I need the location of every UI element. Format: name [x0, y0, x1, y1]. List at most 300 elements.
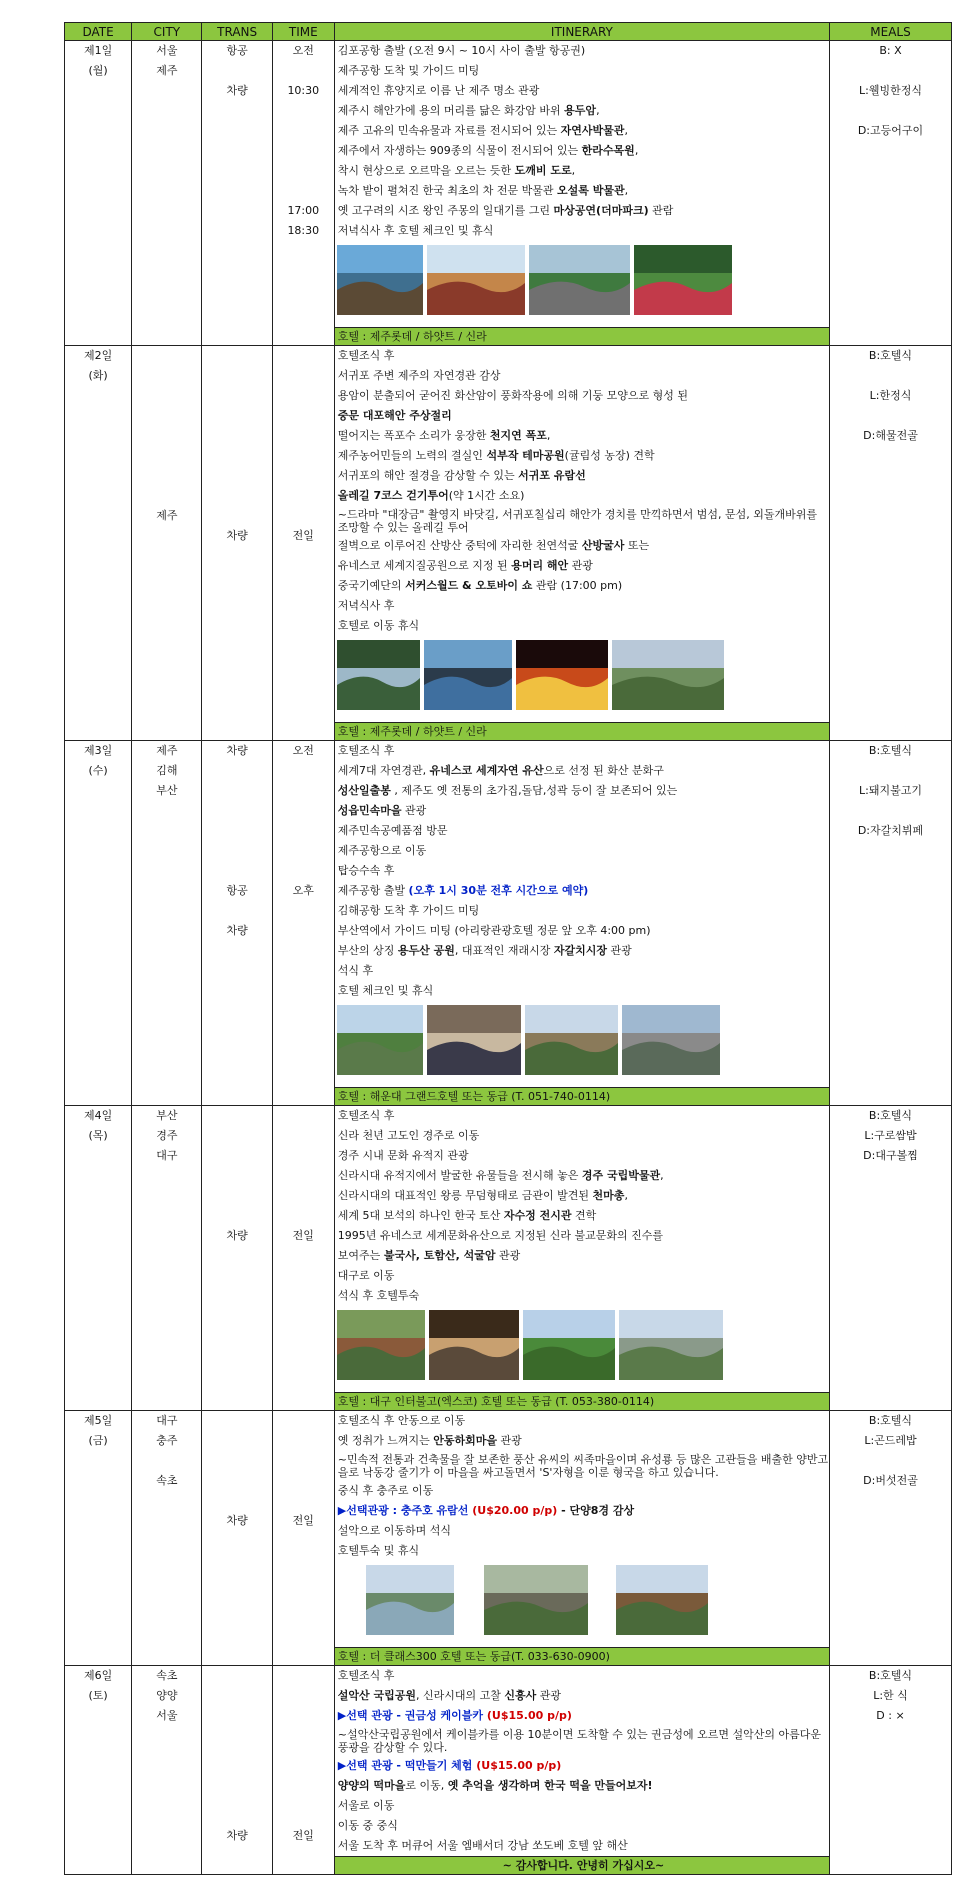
highlight-text: 용두암	[564, 104, 597, 117]
time-text: 10:30	[287, 84, 320, 97]
time-text	[273, 121, 334, 141]
highlight-text: 자수정 전시관	[503, 1209, 572, 1222]
itinerary-line	[335, 221, 829, 241]
line-text: 중국기예단의	[337, 579, 406, 592]
time-text: 오전	[292, 744, 314, 757]
meal-text	[830, 761, 951, 781]
itinerary-line	[335, 1756, 829, 1776]
date-text: (금)	[88, 1434, 108, 1447]
meal-text: D : ×	[876, 1709, 905, 1722]
line-text: 저녁식사 후 호텔 체크인 및 휴식	[337, 224, 494, 237]
itinerary-line	[335, 81, 829, 101]
highlight-text: 석부작 테마공원	[486, 449, 565, 462]
highlight-text: 천지연 폭포	[489, 429, 547, 442]
line-text: 제주에서 자생하는 909종의 식물이 전시되어 있는	[337, 144, 582, 157]
highlight-text: 올레길 7코스 걷기투어	[337, 489, 449, 502]
time-text	[273, 426, 334, 446]
itinerary-line	[335, 466, 829, 486]
meals-cell	[829, 1106, 951, 1411]
option-text: (U$15.00 p/p)	[486, 1709, 572, 1722]
city-text	[132, 486, 201, 506]
hotel-info: 호텔 : 해운대 그랜드호텔 또는 동급 (T. 051-740-0114)	[335, 1087, 829, 1105]
hotel-info: 호텔 : 대구 인터불고(엑스코) 호텔 또는 동급 (T. 053-380-0114)	[335, 1392, 829, 1410]
line-text: 용암이 분출되어 굳어진 화산암이 풍화작용에 의해 기둥 모양으로 형성 된	[337, 389, 689, 402]
time-text: 전일	[292, 1514, 314, 1527]
time-text	[273, 1491, 334, 1511]
itinerary-line	[335, 1706, 829, 1726]
itinerary-line	[335, 1166, 829, 1186]
line-text: 세계7대 자연경관,	[337, 764, 430, 777]
time-text	[273, 1146, 334, 1166]
line-text: 세계 5대 보석의 하나인 한국 토산	[337, 1209, 504, 1222]
time-text	[273, 861, 334, 881]
time-text	[273, 781, 334, 801]
time-text	[273, 1126, 334, 1146]
line-text: 탑승수속 후	[337, 864, 395, 877]
city-text	[132, 406, 201, 426]
line-text: 호텔 체크인 및 휴식	[337, 984, 434, 997]
itinerary-cell	[334, 1666, 829, 1875]
bulguksa-temple-photo	[337, 1310, 425, 1380]
time-text	[273, 506, 334, 526]
trans-text	[202, 1186, 271, 1206]
trans-text	[202, 1806, 271, 1826]
time-cell	[272, 1411, 334, 1666]
time-text: 전일	[292, 529, 314, 542]
highlight-text: 자연사박물관	[560, 124, 625, 137]
time-text	[273, 761, 334, 781]
trans-text	[202, 1726, 271, 1746]
day-row	[65, 41, 952, 346]
line-text: ~설악산국립공원에서 케이블카를 이용 10분이면 도착할 수 있는 권금성에 오르면 설악산의 아름다운 풍광을 감상할 수 있다.	[337, 1728, 822, 1754]
itinerary-line	[335, 1411, 829, 1431]
trans-text	[202, 841, 271, 861]
meal-text: D:자갈치뷔페	[857, 824, 924, 837]
trans-text	[202, 1491, 271, 1511]
trans-text	[202, 781, 271, 801]
city-text: 대구	[156, 1414, 178, 1427]
itinerary-line	[335, 901, 829, 921]
trans-text	[202, 821, 271, 841]
line-text: 호텔조식 후 안동으로 이동	[337, 1414, 466, 1427]
photo-strip	[335, 241, 829, 327]
time-text	[273, 386, 334, 406]
line-text: 녹차 밭이 펼쳐진 한국 최초의 차 전문 박물관	[337, 184, 558, 197]
cheonmachong-tomb-photo	[523, 1310, 615, 1380]
seongeup-village-photo	[525, 1005, 618, 1075]
meal-text	[830, 406, 951, 426]
trans-text	[202, 1411, 271, 1431]
day-row	[65, 1106, 952, 1411]
trans-text	[202, 1431, 271, 1451]
header-meals: MEALS	[829, 23, 951, 41]
trans-cell	[202, 346, 272, 741]
trans-text: 차량	[226, 744, 248, 757]
trans-text: 차량	[226, 529, 248, 542]
meal-text: L:구로쌈밥	[864, 1129, 917, 1142]
city-text	[132, 366, 201, 386]
city-text: 제주	[156, 744, 178, 757]
line-text: 관광	[495, 1249, 521, 1262]
itinerary-line	[335, 861, 829, 881]
itinerary-line	[335, 1286, 829, 1306]
line-text: 관광	[401, 804, 427, 817]
meal-text: L:돼지불고기	[859, 784, 922, 797]
photo-strip	[335, 1561, 829, 1647]
trans-text: 차량	[226, 1229, 248, 1242]
itinerary-line	[335, 1521, 829, 1541]
header-city: CITY	[132, 23, 202, 41]
itinerary-line	[335, 506, 829, 536]
itinerary-line	[335, 821, 829, 841]
trans-text: 차량	[226, 1829, 248, 1842]
itinerary-line	[335, 1541, 829, 1561]
meal-text	[830, 366, 951, 386]
time-text	[273, 1411, 334, 1431]
date-cell	[65, 346, 132, 741]
city-text	[132, 346, 201, 366]
itinerary-line	[335, 596, 829, 616]
trans-text	[202, 1166, 271, 1186]
header-date: DATE	[65, 23, 132, 41]
photo-strip	[335, 636, 829, 722]
city-text: 서울	[156, 44, 178, 57]
option-text: (U$15.00 p/p)	[476, 1759, 562, 1772]
arboretum-photo	[634, 245, 732, 315]
hanok-house-photo	[616, 1565, 708, 1635]
hotel-info: 호텔 : 제주롯데 / 하얏트 / 신라	[335, 722, 829, 740]
line-text: 석식 후	[337, 964, 374, 977]
line-text: 중식 후 충주로 이동	[337, 1484, 434, 1497]
highlight-text: 안동하회마을	[433, 1434, 498, 1447]
mystery-road-photo	[529, 245, 630, 315]
highlight-text: 천마총	[592, 1189, 625, 1202]
itinerary-line	[335, 981, 829, 1001]
line-text: 또는	[624, 539, 650, 552]
date-text: 제2일	[83, 349, 113, 362]
line-text: 제주공항 도착 및 가이드 미팅	[337, 64, 480, 77]
line-text: 절벽으로 이루어진 산방산 중턱에 자리한 천연석굴	[337, 539, 582, 552]
photo-strip	[335, 1001, 829, 1087]
line-text: 호텔로 이동 휴식	[337, 619, 420, 632]
city-text: 속초	[156, 1669, 178, 1682]
line-text: ,	[596, 104, 600, 117]
line-text: 신라시대 유적지에서 발굴한 유물들을 전시해 놓은	[337, 1169, 582, 1182]
highlight-text: 서귀포 유람선	[518, 469, 586, 482]
line-text: 옛 정취가 느껴지는	[337, 1434, 434, 1447]
line-text: , 제주도 옛 전통의 초가집,돌담,성곽 등이 잘 보존되어 있는	[390, 784, 678, 797]
itinerary-line	[335, 1666, 829, 1686]
line-text: 서울 도착 후 머큐어 서울 엠배서더 강남 쏘도베 호텔 앞 해산	[337, 1839, 628, 1852]
trans-text	[202, 1766, 271, 1786]
itinerary-line	[335, 961, 829, 981]
line-text: 호텔조식 후	[337, 1669, 395, 1682]
time-text	[273, 141, 334, 161]
time-text	[273, 1206, 334, 1226]
line-text: ,	[660, 1169, 664, 1182]
itinerary-line	[335, 201, 829, 221]
option-text: ▶선택 관광 - 떡만들기 체험	[337, 1759, 477, 1772]
time-text	[273, 446, 334, 466]
time-text	[273, 1806, 334, 1826]
city-text: 부산	[156, 1109, 178, 1122]
highlight-text: 한라수목원	[581, 144, 635, 157]
itinerary-line	[335, 1481, 829, 1501]
jagalchi-market-photo	[427, 1005, 521, 1075]
line-text: 관광	[497, 1434, 522, 1447]
trans-text	[202, 346, 271, 366]
line-text: ,	[624, 1189, 628, 1202]
line-text: ,	[571, 164, 576, 177]
line-text: 제주민속공예품점 방문	[337, 824, 448, 837]
date-cell	[65, 41, 132, 346]
time-text	[273, 1451, 334, 1471]
meal-text: D:해물전골	[863, 429, 918, 442]
meal-text: L:곤드레밥	[864, 1434, 917, 1447]
time-text	[273, 801, 334, 821]
trans-text: 차량	[226, 84, 248, 97]
itinerary-line	[335, 576, 829, 596]
itinerary-line	[335, 426, 829, 446]
trans-text	[202, 1206, 271, 1226]
date-text: 제3일	[83, 744, 113, 757]
highlight-text: 불국사, 토함산, 석굴암	[383, 1249, 496, 1262]
line-text: 부산의 상징	[337, 944, 398, 957]
day-row	[65, 741, 952, 1106]
itinerary-line	[335, 1106, 829, 1126]
line-text: 호텔투숙 및 휴식	[337, 1544, 420, 1557]
itinerary-line	[335, 781, 829, 801]
olle-trail-photo	[612, 640, 724, 710]
city-text: 부산	[156, 784, 178, 797]
highlight-text: - 단양8경 감상	[557, 1504, 635, 1517]
highlight-text: 옛 추억을 생각하며 한국 떡을 만들어보자!	[447, 1779, 653, 1792]
highlight-text: 산방굴사	[581, 539, 625, 552]
itinerary-line	[335, 1816, 829, 1836]
hotel-info: 호텔 : 제주롯데 / 하얏트 / 신라	[335, 327, 829, 345]
photo-strip	[335, 1306, 829, 1392]
meal-text: B:호텔식	[868, 1669, 913, 1682]
line-text: 대구로 이동	[337, 1269, 395, 1282]
highlight-text: 성읍민속마을	[337, 804, 402, 817]
line-text: , 신라시대의 고찰	[416, 1689, 505, 1702]
line-text: 호텔조식 후	[337, 744, 395, 757]
city-text	[132, 466, 201, 486]
meals-cell	[829, 41, 951, 346]
line-text: 김해공항 도착 후 가이드 미팅	[337, 904, 480, 917]
line-text: 설악으로 이동하며 석식	[337, 1524, 452, 1537]
itinerary-line	[335, 1146, 829, 1166]
itinerary-line	[335, 446, 829, 466]
day-row	[65, 1666, 952, 1875]
time-text	[273, 1686, 334, 1706]
line-text: 석식 후 호텔투숙	[337, 1289, 420, 1302]
line-text: 관람 (17:00 pm)	[532, 579, 623, 592]
trans-text	[202, 506, 271, 526]
itinerary-line	[335, 41, 829, 61]
itinerary-cell	[334, 741, 829, 1106]
trans-cell	[202, 1666, 272, 1875]
time-text: 전일	[292, 1829, 314, 1842]
circus-show-photo	[516, 640, 608, 710]
meal-text: B:호텔식	[868, 349, 913, 362]
line-text: 경주 시내 문화 유적지 관광	[337, 1149, 469, 1162]
line-text: 서울로 이동	[337, 1799, 395, 1812]
time-text	[273, 1166, 334, 1186]
line-text: , 대표적인 재래시장	[454, 944, 554, 957]
time-text	[273, 161, 334, 181]
itinerary-line	[335, 881, 829, 901]
trans-text	[202, 1786, 271, 1806]
day-row	[65, 346, 952, 741]
itinerary-line	[335, 1501, 829, 1521]
meals-cell	[829, 1411, 951, 1666]
city-text: 양양	[156, 1689, 178, 1702]
highlight-text: 자갈치시장	[553, 944, 608, 957]
itinerary-line	[335, 1451, 829, 1481]
line-text: 제주농어민들의 노력의 결실인	[337, 449, 487, 462]
city-text	[132, 1451, 201, 1471]
time-cell	[272, 741, 334, 1106]
trans-text	[202, 1666, 271, 1686]
farewell-banner: ~ 감사합니다. 안녕히 가십시오~	[335, 1856, 829, 1874]
trans-text	[202, 1706, 271, 1726]
line-text: ~드라마 "대장금" 촬영지 바닷길, 서귀포칠십리 해안가 경치를 만끽하면서 범섬, 문섬, 외돌개바위를 조망할 수 있는 올레길 투어	[337, 508, 817, 534]
line-text: ~민속적 전통과 건축물을 잘 보존한 풍산 유씨의 씨족마을이며 유성룡 등 많은 고관들을 배출한 양반고을로 낙동강 줄기가 이 마을을 싸고돌면서 'S'자형을 이룬 형국을 하고 있습니다.	[337, 1453, 829, 1479]
gyeongju-museum-photo	[619, 1310, 723, 1380]
highlight-text: 유네스코 세계자연 유산	[429, 764, 544, 777]
itinerary-line	[335, 406, 829, 426]
time-text	[273, 1186, 334, 1206]
meal-text	[830, 801, 951, 821]
header-time: TIME	[272, 23, 334, 41]
city-text: 제주	[156, 64, 178, 77]
itinerary-line	[335, 616, 829, 636]
line-text: 부산역에서 가이드 미팅 (아리랑관광호텔 정문 앞 오후 4:00 pm)	[337, 924, 651, 937]
busan-city-photo	[622, 1005, 720, 1075]
city-cell	[132, 1411, 202, 1666]
line-text: 서귀포의 해안 절경을 감상할 수 있는	[337, 469, 519, 482]
seokguram-buddha-photo	[429, 1310, 519, 1380]
line-text: (귤림성 농장) 견학	[564, 449, 655, 462]
time-text	[273, 1726, 334, 1746]
time-text	[273, 181, 334, 201]
date-text: 제4일	[83, 1109, 113, 1122]
city-cell	[132, 41, 202, 346]
line-text: 저녁식사 후	[337, 599, 395, 612]
option-text: ▶선택 관광 - 권금성 케이블카	[337, 1709, 487, 1722]
meal-text: D:고등어구이	[857, 124, 924, 137]
seongsan-ilchulbong-photo	[337, 1005, 423, 1075]
meal-text: L:한정식	[869, 389, 912, 402]
trans-text	[202, 406, 271, 426]
itinerary-line	[335, 1226, 829, 1246]
itinerary-line	[335, 556, 829, 576]
line-text: 관광	[536, 1689, 562, 1702]
line-text: 1995년 유네스코 세계문화유산으로 지정된 신라 불교문화의 진수를	[337, 1229, 664, 1242]
trans-text	[202, 1146, 271, 1166]
line-text: 유네스코 세계지질공원으로 지정 된	[337, 559, 512, 572]
time-text	[273, 366, 334, 386]
line-text: 옛 고구려의 시조 왕인 주몽의 일대기를 그린	[337, 204, 554, 217]
itinerary-line	[335, 1776, 829, 1796]
meal-text: B:호텔식	[868, 1109, 913, 1122]
line-text: 관광	[568, 559, 593, 572]
date-text: (토)	[88, 1689, 108, 1702]
line-text: 견학	[571, 1209, 597, 1222]
itinerary-line	[335, 1686, 829, 1706]
trans-text: 항공	[226, 44, 248, 57]
time-text	[273, 1106, 334, 1126]
trans-text	[202, 446, 271, 466]
time-text	[273, 1746, 334, 1766]
meals-cell	[829, 741, 951, 1106]
itinerary-table	[64, 22, 952, 1875]
yongduam-rock-photo	[337, 245, 423, 315]
meal-text: B: X	[879, 44, 902, 57]
itinerary-line	[335, 1431, 829, 1451]
time-text: 18:30	[287, 224, 320, 237]
itinerary-line	[335, 1266, 829, 1286]
time-text	[273, 1666, 334, 1686]
itinerary-cell	[334, 346, 829, 741]
option-text: (오후 1시 30분 전후 시간으로 예약)	[408, 884, 589, 897]
city-text	[132, 446, 201, 466]
highlight-text: 도깨비 도로	[514, 164, 572, 177]
itinerary-line	[335, 486, 829, 506]
time-text: 17:00	[287, 204, 320, 217]
trans-text: 항공	[226, 884, 248, 897]
date-text: 제6일	[83, 1669, 113, 1682]
trans-text	[202, 861, 271, 881]
itinerary-cell	[334, 1411, 829, 1666]
itinerary-line	[335, 366, 829, 386]
trans-text	[202, 1686, 271, 1706]
itinerary-cell	[334, 1106, 829, 1411]
date-cell	[65, 1666, 132, 1875]
city-text: 제주	[156, 509, 178, 522]
itinerary-line	[335, 1206, 829, 1226]
trans-text	[202, 1471, 271, 1491]
line-text: 제주시 해안가에 용의 머리를 닮은 화강암 바위	[337, 104, 565, 117]
time-text	[273, 1786, 334, 1806]
trans-text	[202, 366, 271, 386]
city-cell	[132, 741, 202, 1106]
date-text: (수)	[88, 764, 108, 777]
header-trans: TRANS	[202, 23, 272, 41]
meal-text: L:웰빙한정식	[859, 84, 922, 97]
highlight-text: 신흥사	[504, 1689, 537, 1702]
city-cell	[132, 1666, 202, 1875]
hotel-info: 호텔 : 더 클래스300 호텔 또는 동급(T. 033-630-0900)	[335, 1647, 829, 1665]
meal-text: D:대구볼찜	[863, 1149, 918, 1162]
itinerary-line	[335, 1726, 829, 1756]
trans-text: 차량	[226, 924, 248, 937]
city-text: 서울	[156, 1709, 178, 1722]
date-cell	[65, 1411, 132, 1666]
line-text: (약 1시간 소요)	[448, 489, 525, 502]
city-text: 김해	[156, 764, 178, 777]
date-text: (월)	[88, 64, 108, 77]
trans-text	[202, 386, 271, 406]
line-text: 착시 현상으로 오르막을 오르는 듯한	[337, 164, 515, 177]
line-text: 제주 고유의 민속유물과 자료를 전시되어 있는	[337, 124, 561, 137]
trans-text	[202, 466, 271, 486]
line-text: 떨어지는 폭포수 소리가 웅장한	[337, 429, 490, 442]
line-text: 세계적인 휴양지로 이름 난 제주 명소 관광	[337, 84, 540, 97]
meal-text: D:버섯전골	[863, 1474, 918, 1487]
itinerary-line	[335, 181, 829, 201]
